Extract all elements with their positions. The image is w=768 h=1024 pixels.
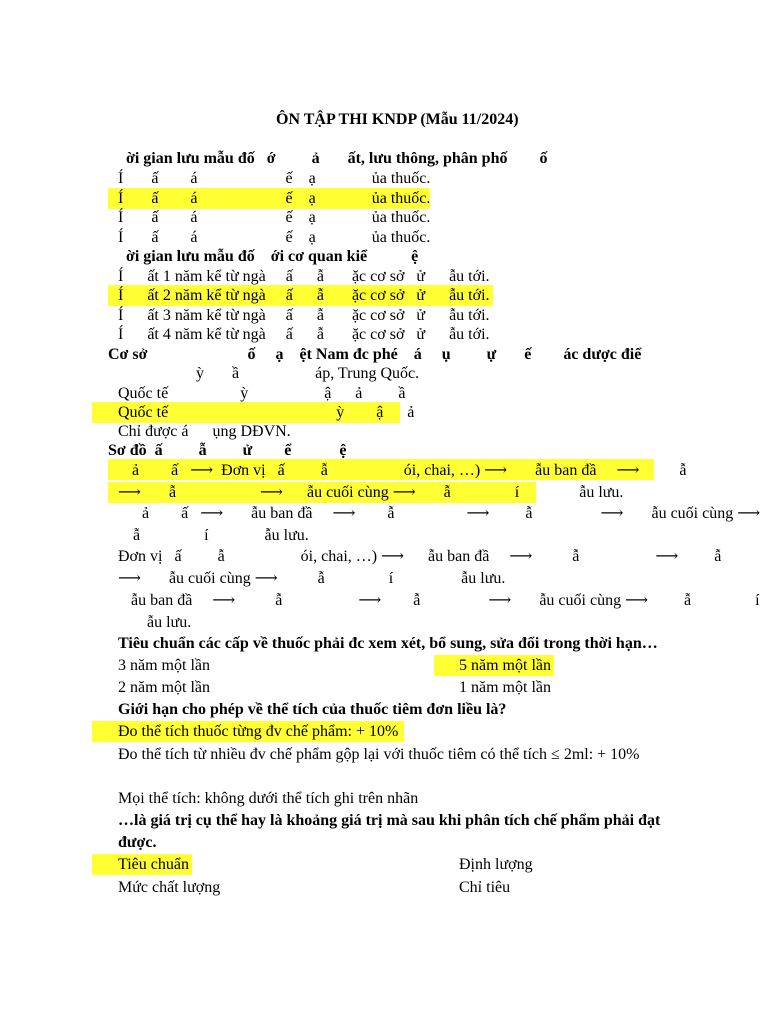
q2-question: ời gian lưu mẫu đố ới cơ quan kiể ệ <box>118 248 419 265</box>
q5-option-3: 2 năm một lần <box>118 679 210 696</box>
q5-option-2: 5 năm một lần <box>459 657 551 674</box>
q7-question-line2: được. <box>118 834 157 851</box>
q2-option-b: Í ất 2 năm kể từ ngà ấ ẫ ặc cơ sở ử ẫu tới. <box>118 287 490 304</box>
q5-option-4: 1 năm một lần <box>459 679 551 696</box>
q2-option-a: Í ất 1 năm kể từ ngà ấ ẫ ặc cơ sở ử ẫu tới. <box>118 268 490 285</box>
q1-option-d: Í ấ á ế ạ ủa thuốc. <box>118 229 431 246</box>
q3-question-cont: ỳ ầ áp, Trung Quốc. <box>196 365 420 382</box>
q1-option-a: Í ấ á ế ạ ủa thuốc. <box>118 170 431 187</box>
q2-option-d: Í ất 4 năm kể từ ngà ấ ẫ ặc cơ sở ử ẫu tới. <box>118 326 490 343</box>
q6-option-2: Đo thể tích từ nhiều đv chế phẩm gộp lại với thuốc tiêm có thể tích ≤ 2ml: + 10% <box>118 746 640 763</box>
q6-option-3: Mọi thể tích: không dưới thể tích ghi trên nhãn <box>118 790 419 807</box>
q7-option-3: Mức chất lượng <box>118 879 221 896</box>
q4-option-b-line2: ẫ í ẫu lưu. <box>133 527 309 544</box>
q4-option-b-line1: ả ấ ⟶ ẫu ban đầ ⟶ ẫ ⟶ ẫ ⟶ ẫu cuối cùng ⟶ <box>118 505 761 522</box>
q5-option-1: 3 năm một lần <box>118 657 210 674</box>
q7-question-line1: …là giá trị cụ thể hay là khoảng giá trị mà sau khi phân tích chế phẩm phải đạt <box>118 812 661 829</box>
q4-option-c-line2: ⟶ ẫu cuối cùng ⟶ ẫ í ẫu lưu. <box>118 570 506 587</box>
q2-option-c: Í ất 3 năm kể từ ngà ấ ẫ ặc cơ sở ử ẫu tới. <box>118 307 490 324</box>
q4-question: Sơ đồ ấ ẫ ử ể ệ <box>108 442 347 459</box>
q3-option-c: Chỉ được á ụng DĐVN. <box>118 423 291 440</box>
q5-question: Tiêu chuẩn các cấp về thuốc phải đc xem xét, bổ sung, sửa đổi trong thời hạn… <box>118 635 658 652</box>
q3-question: Cơ sở ố ạ ệt Nam đc phé á ụ ự ế ác dược điể <box>108 346 642 363</box>
q7-option-2: Định lượng <box>459 856 533 873</box>
q4-option-a-line2: ⟶ ẫ ⟶ ẫu cuối cùng ⟶ ẫ í ẫu lưu. <box>118 484 624 501</box>
q3-option-b: Quốc tế ỳ ậ ả <box>118 404 415 421</box>
q4-option-d-line2: ẫu lưu. <box>147 614 192 631</box>
q1-question: ời gian lưu mẫu đố ớ ả ất, lưu thông, phân phố ố <box>118 150 548 167</box>
q6-question: Giới hạn cho phép về thể tích của thuốc tiêm đơn liều là? <box>118 701 507 718</box>
q7-option-1: Tiêu chuẩn <box>118 856 189 873</box>
q3-option-a: Quốc tế ỳ ậ ả ầ <box>118 385 406 402</box>
q1-option-b: Í ấ á ế ạ ủa thuốc. <box>118 190 431 207</box>
page-title: ÔN TẬP THI KNDP (Mẫu 11/2024) <box>276 111 519 128</box>
q7-option-4: Chỉ tiêu <box>459 879 511 896</box>
q4-option-a-line1: ả ấ ⟶ Đơn vị ấ ẫ ói, chai, …) ⟶ ẫu ban đầ ⟶ ẫ <box>108 462 687 479</box>
q4-option-c-line1: Đơn vị ấ ẫ ói, chai, …) ⟶ ẫu ban đầ ⟶ ẫ ⟶ ẫ <box>118 548 722 565</box>
q1-option-c: Í ấ á ế ạ ủa thuốc. <box>118 209 431 226</box>
q4-option-d-line1: ẫu ban đầ ⟶ ẫ ⟶ ẫ ⟶ ẫu cuối cùng ⟶ ẫ í <box>131 592 760 609</box>
q6-option-1: Đo thể tích thuốc từng đv chế phẩm: + 10% <box>118 723 399 740</box>
